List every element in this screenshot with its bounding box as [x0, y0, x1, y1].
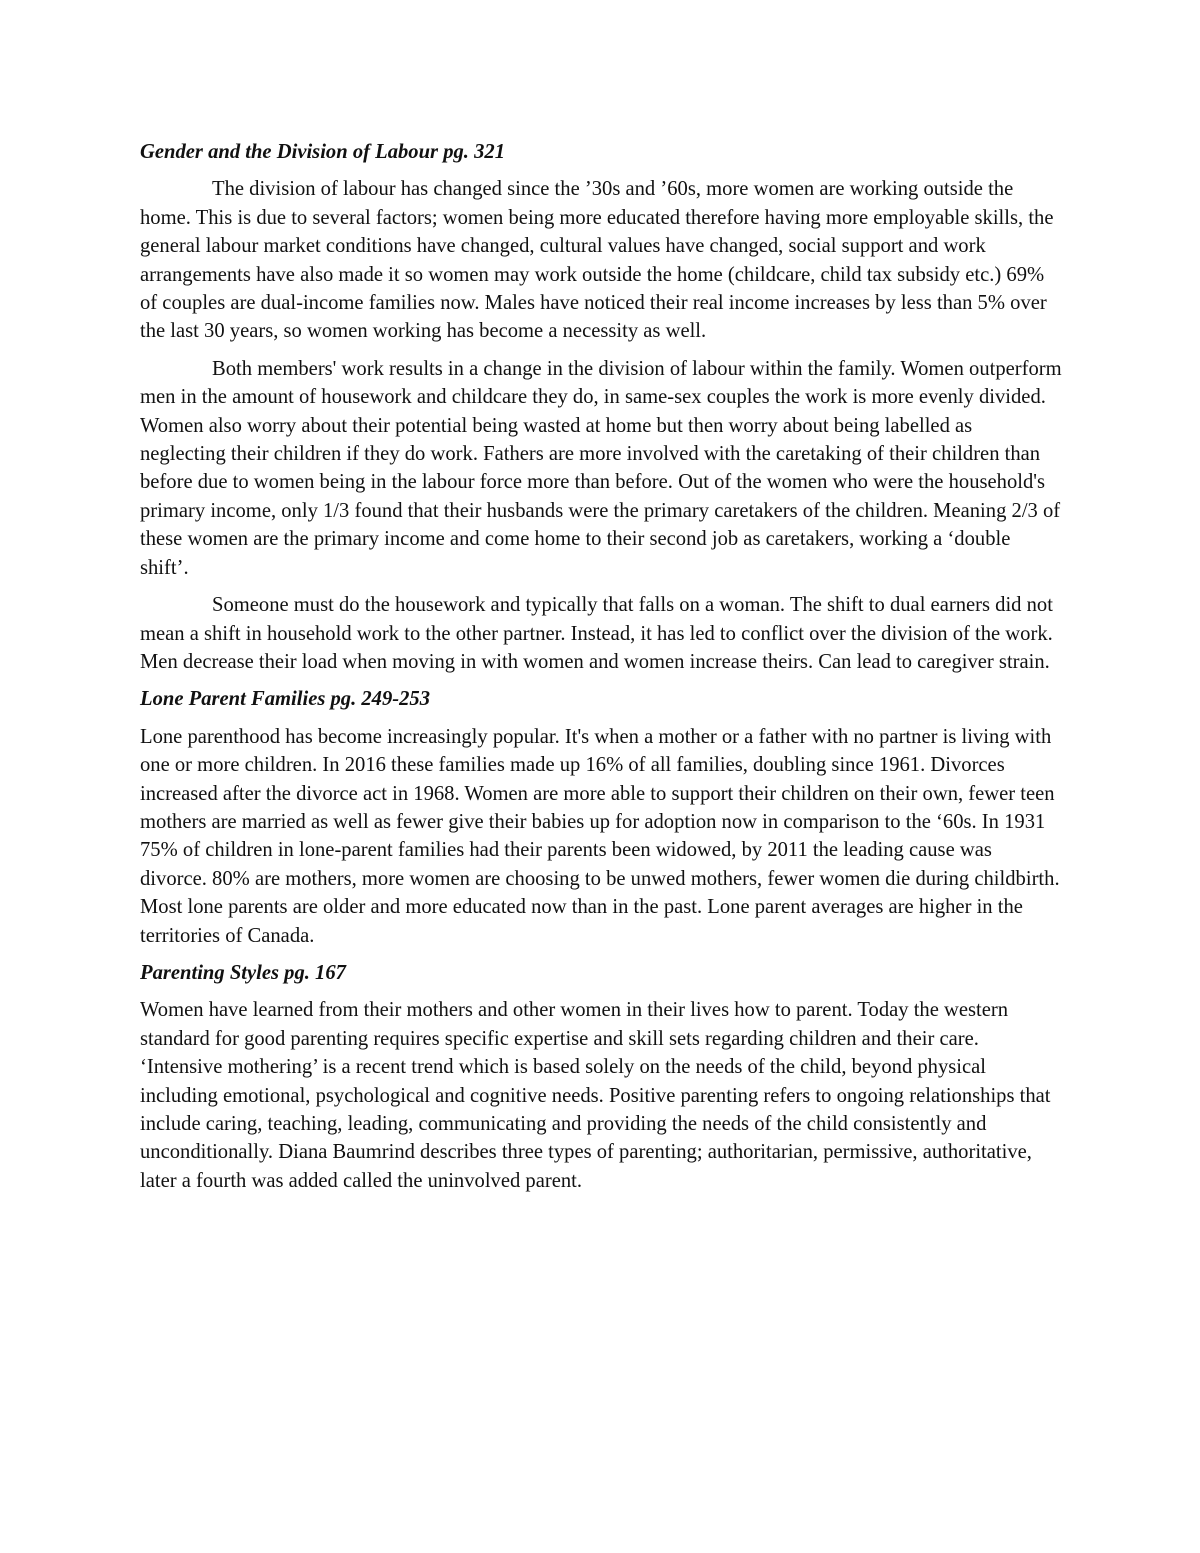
- section-heading: Parenting Styles pg. 167: [140, 961, 346, 984]
- section-gender-division-of-labour: [140, 138, 1062, 676]
- section-lone-parent-families: [140, 685, 1062, 950]
- document-page: [140, 138, 1062, 1204]
- section-parenting-styles: [140, 959, 1062, 1195]
- paragraph: Women have learned from their mothers and other women in their lives how to parent. Today the western standard for good parenting requires specific expertise and skill sets regarding children and their care. ‘Intensive mothering’ is a recent trend which is based solely on the needs of the child, beyond physical including emotional, psychological and cognitive needs. Positive parenting refers to ongoing relationships that include caring, teaching, leading, communicating and providing the needs of the child consistently and unconditionally. Diana Baumrind describes three types of parenting; authoritarian, permissive, authoritative, later a fourth was added called the uninvolved parent.: [140, 999, 1051, 1192]
- section-heading: Lone Parent Families pg. 249-253: [140, 688, 431, 711]
- paragraph: Someone must do the housework and typically that falls on a woman. The shift to dual earners did not mean a shift in household work to the other partner. Instead, it has led to conflict over the division of the work. Men decrease their load when moving in with women and women increase theirs. Can lead to caregiver strain.: [140, 594, 1053, 673]
- paragraph: The division of labour has changed since the ’30s and ’60s, more women are working outside the home. This is due to several factors; women being more educated therefore having more employable skills, the general labour market conditions have changed, cultural values have changed, social support and work arrangements have also made it so women may work outside the home (childcare, child tax subsidy etc.) 69% of couples are dual-income families now. Males have noticed their real income increases by less than 5% over the last 30 years, so women working has become a necessity as well.: [140, 178, 1054, 343]
- section-heading: Gender and the Division of Labour pg. 321: [140, 141, 505, 163]
- paragraph: Lone parenthood has become increasingly popular. It's when a mother or a father with no partner is living with one or more children. In 2016 these families made up 16% of all families, doubling since 1961. Divorces increased after the divorce act in 1968. Women are more able to support their children on their own, fewer teen mothers are married as well as fewer give their babies up for adoption now in comparison to the ‘60s. In 1931 75% of children in lone-parent families had their parents been widowed, by 2011 the leading cause was divorce. 80% are mothers, more women are choosing to be unwed mothers, fewer women die during childbirth. Most lone parents are older and more educated now than in the past. Lone parent averages are higher in the territories of Canada.: [140, 725, 1060, 947]
- paragraph: Both members' work results in a change in the division of labour within the family. Women outperform men in the amount of housework and childcare they do, in same-sex couples the work is more evenly divided. Women also worry about their potential being wasted at home but then worry about being labelled as neglecting their children if they do work. Fathers are more involved with the caretaking of their children than before due to women being in the labour force more than before. Out of the women who were the household's primary income, only 1/3 found that their husbands were the primary caretakers of the children. Meaning 2/3 of these women are the primary income and come home to their second job as caretakers, working a ‘double shift’.: [140, 357, 1062, 579]
